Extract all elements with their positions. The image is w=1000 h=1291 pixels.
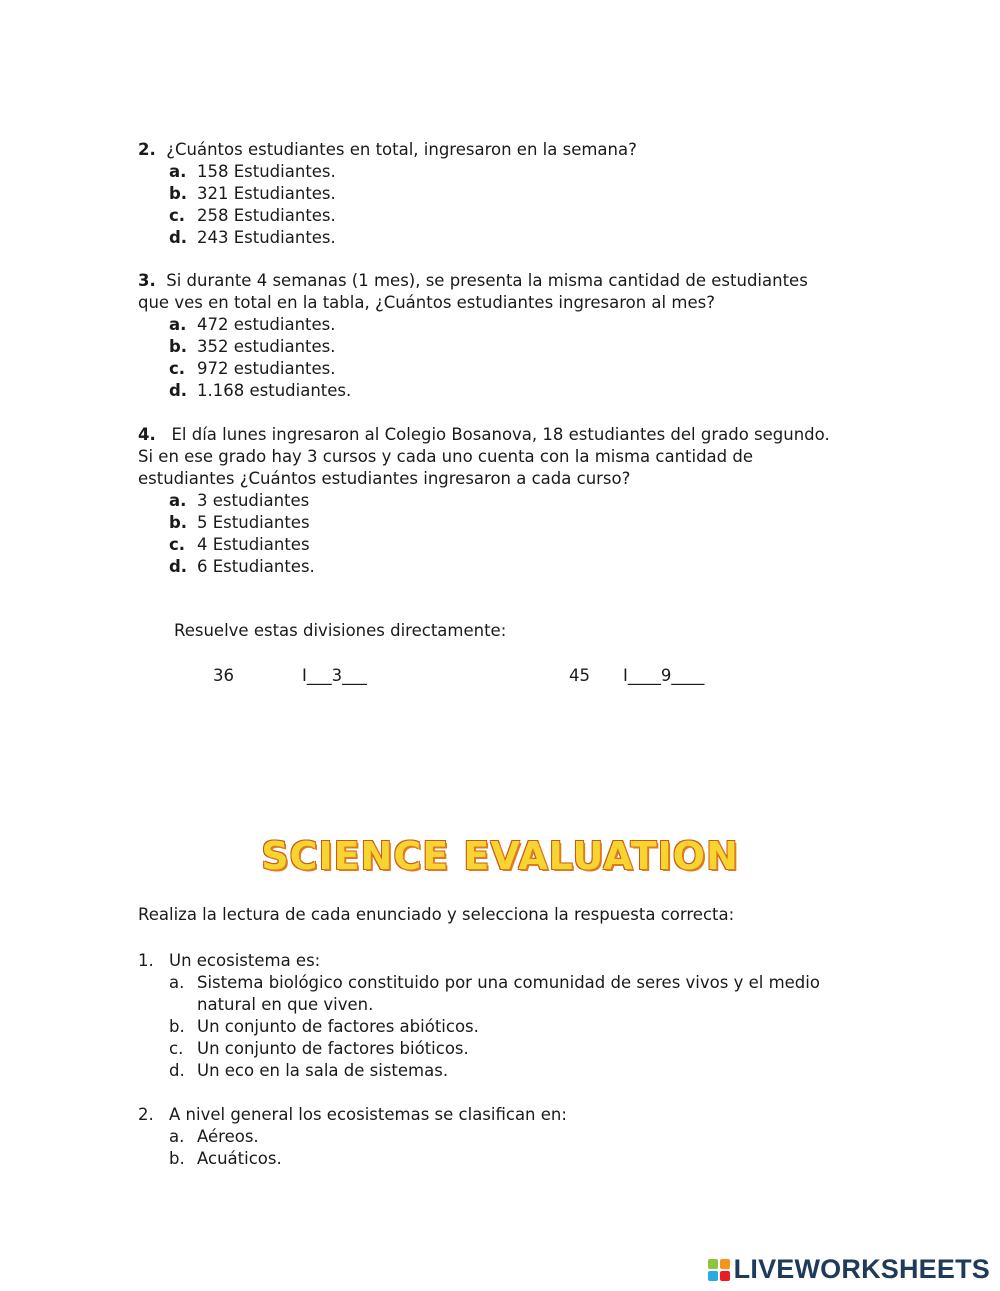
option-text: Un conjunto de factores abióticos. (197, 1017, 479, 1036)
question-number: 3. (138, 271, 156, 290)
options-list (138, 314, 878, 402)
logo-tile (708, 1271, 718, 1281)
option-text: Sistema biológico constituido por una comunidad de seres vivos y el medio natural en que viven. (197, 973, 820, 1014)
option-text: Aéreos. (197, 1127, 259, 1146)
option-c[interactable] (138, 205, 878, 227)
option-a[interactable] (138, 314, 878, 336)
logo-tile (708, 1259, 718, 1269)
question-text: estudiantes ¿Cuántos estudiantes ingresaron a cada curso? (138, 469, 631, 488)
option-text: 5 Estudiantes (197, 513, 310, 532)
division-1-dividend: 36 (213, 666, 234, 685)
option-d[interactable] (138, 227, 878, 249)
question-2 (138, 139, 878, 249)
option-text: 321 Estudiantes. (197, 184, 336, 203)
option-b[interactable] (138, 336, 878, 358)
option-a[interactable] (138, 972, 878, 1016)
science-question-2-stem (138, 1104, 878, 1126)
options-list (138, 161, 878, 249)
option-letter: a. (169, 162, 187, 181)
option-letter: a. (169, 491, 187, 510)
option-text: 352 estudiantes. (197, 337, 336, 356)
option-letter: b. (169, 184, 188, 203)
science-instruction: Realiza la lectura de cada enunciado y selecciona la respuesta correcta: (138, 905, 735, 924)
option-a[interactable] (138, 1126, 878, 1148)
option-letter: c. (169, 1039, 184, 1058)
question-number: 4. (138, 425, 156, 444)
option-text: 158 Estudiantes. (197, 162, 336, 181)
science-question-1-stem (138, 950, 878, 972)
option-a[interactable] (138, 161, 878, 183)
option-text: 6 Estudiantes. (197, 557, 315, 576)
science-question-1 (138, 950, 878, 1082)
option-letter: c. (169, 206, 186, 225)
logo-wordmark: LIVEWORKSHEETS (733, 1254, 990, 1284)
question-text: A nivel general los ecosistemas se clasifican en: (169, 1105, 567, 1124)
question-4 (138, 424, 878, 578)
option-text: 1.168 estudiantes. (197, 381, 352, 400)
option-letter: a. (169, 973, 185, 992)
option-letter: d. (169, 228, 188, 247)
option-letter: b. (169, 337, 188, 356)
division-1-answer-blank[interactable]: I___3___ (302, 666, 367, 685)
question-text: Si en ese grado hay 3 cursos y cada uno cuenta con la misma cantidad de (138, 447, 754, 466)
liveworksheets-logo[interactable] (708, 1254, 990, 1285)
option-letter: b. (169, 513, 188, 532)
option-b[interactable] (138, 1016, 878, 1038)
question-3-stem (138, 270, 878, 292)
question-number: 2. (138, 1105, 154, 1124)
option-text: Un conjunto de factores bióticos. (197, 1039, 469, 1058)
option-c[interactable] (138, 1038, 878, 1060)
options-list (138, 972, 878, 1082)
logo-tile (720, 1271, 730, 1281)
option-b[interactable] (138, 183, 878, 205)
question-4-stem (138, 424, 878, 446)
question-number: 1. (138, 951, 154, 970)
option-text: Un eco en la sala de sistemas. (197, 1061, 449, 1080)
liveworksheets-logo-icon (708, 1259, 730, 1281)
option-d[interactable] (138, 1060, 878, 1082)
option-letter: a. (169, 315, 187, 334)
option-text: 4 Estudiantes (197, 535, 310, 554)
option-letter: b. (169, 1149, 185, 1168)
option-text: 972 estudiantes. (197, 359, 336, 378)
option-text: 472 estudiantes. (197, 315, 336, 334)
options-list (138, 1126, 878, 1170)
option-a[interactable] (138, 490, 878, 512)
option-c[interactable] (138, 358, 878, 380)
option-letter: a. (169, 1127, 185, 1146)
logo-tile (720, 1259, 730, 1269)
option-d[interactable] (138, 380, 878, 402)
options-list (138, 490, 878, 578)
option-b[interactable] (138, 512, 878, 534)
option-letter: d. (169, 1061, 185, 1080)
science-question-2 (138, 1104, 878, 1170)
science-evaluation-title: SCIENCE EVALUATION (261, 834, 739, 878)
option-c[interactable] (138, 534, 878, 556)
question-text: que ves en total en la tabla, ¿Cuántos estudiantes ingresaron al mes? (138, 293, 715, 312)
question-number: 2. (138, 140, 156, 159)
option-letter: c. (169, 359, 186, 378)
division-2-answer-blank[interactable]: I____9____ (623, 666, 705, 685)
division-2-dividend: 45 (569, 666, 590, 685)
option-letter: b. (169, 1017, 185, 1036)
option-text: 3 estudiantes (197, 491, 310, 510)
option-letter: d. (169, 381, 188, 400)
option-b[interactable] (138, 1148, 878, 1170)
option-d[interactable] (138, 556, 878, 578)
question-text: Un ecosistema es: (169, 951, 321, 970)
question-text: Si durante 4 semanas (1 mes), se presenta la misma cantidad de estudiantes (166, 271, 808, 290)
question-2-stem (138, 139, 878, 161)
option-text: Acuáticos. (197, 1149, 282, 1168)
division-instruction: Resuelve estas divisiones directamente: (174, 621, 507, 640)
option-letter: c. (169, 535, 186, 554)
option-text: 258 Estudiantes. (197, 206, 336, 225)
option-letter: d. (169, 557, 188, 576)
option-text: 243 Estudiantes. (197, 228, 336, 247)
question-text: El día lunes ingresaron al Colegio Bosanova, 18 estudiantes del grado segundo. (171, 425, 830, 444)
question-text: ¿Cuántos estudiantes en total, ingresaron en la semana? (166, 140, 637, 159)
question-3 (138, 270, 878, 402)
